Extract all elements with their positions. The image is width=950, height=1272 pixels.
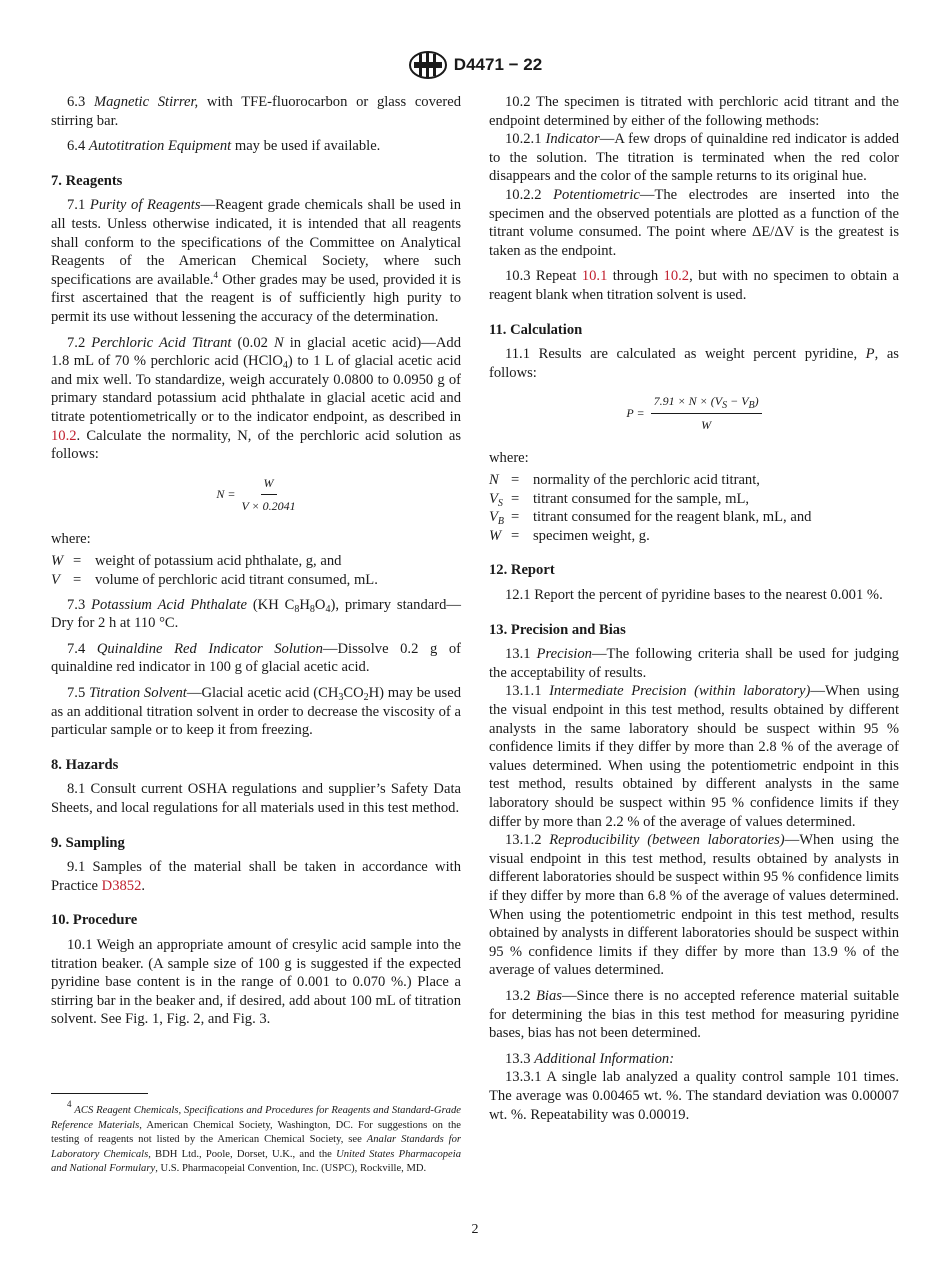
- section-heading-report: 12. Report: [489, 562, 555, 579]
- document-id: D4471 − 22: [453, 54, 543, 74]
- astm-logo-icon: [408, 50, 448, 80]
- paragraph-10-2: 10.2 The specimen is titrated with perchloric acid titrant and the endpoint determined by either of the following methods:: [489, 94, 899, 129]
- paragraph-10-3: 10.3 Repeat 10.1 through 10.2, but with no specimen to obtain a reagent blank when titration solvent is used.: [489, 268, 899, 303]
- paragraph-13-2: 13.2 Bias—Since there is no accepted reference material suitable for determining the bias in this test method for measuring pyridine bases, bias has not been determined.: [489, 987, 899, 1042]
- right-column: [489, 93, 899, 1124]
- paragraph-7-2: 7.2 Perchloric Acid Titrant (0.02 N in glacial acetic acid)—Add 1.8 mL of 70 % perchloric acid (HClO$_4$) to 1 L of glacial acetic acid and mix well. To standardize, weigh accurately 0.0800 to 0.0950 g of primary standard potassium acid phthalate in glacial acetic acid and titrate potentiometrically or to the indicator endpoint, as described in 10.2. Calculate the normality, N, of the perchloric acid solution as follows:: [51, 334, 461, 463]
- paragraph-12-1: 12.1 Report the percent of pyridine bases to the nearest 0.001 %.: [505, 587, 883, 604]
- definition-row: $V_S$ = titrant consumed for the sample, mL,: [489, 490, 750, 509]
- section-heading-sampling: 9. Sampling: [51, 834, 125, 851]
- paragraph-7-1: 7.1 Purity of Reagents—Reagent grade chemicals shall be used in all tests. Unless otherwise indicated, it is intended that all reagents shall conform to the specifications of the Committee on Analytical Reagents of the American Chemical Society, where such specifications are available.$^4$ Other grades may be used, provided it is first ascertained that the reagent is of sufficiently high purity to permit its use without lessening the accuracy of the determination.: [51, 197, 462, 325]
- paragraph-13-3-1: 13.3.1 A single lab analyzed a quality control sample 101 times. The average was 0.00465 wt. %. The standard deviation was 0.00007 wt. %. Repeatability was 0.00019.: [489, 1069, 899, 1123]
- paragraph-13-3: 13.3 Additional Information:: [505, 1050, 675, 1067]
- definition-row: N = normality of the perchloric acid titrant,: [489, 472, 760, 489]
- footnote-ref[interactable]: 4: [213, 269, 219, 280]
- definition-row: W = specimen weight, g.: [489, 527, 650, 544]
- definitions-list-1: [51, 552, 461, 589]
- paragraph-6-3: 6.3 Magnetic Stirrer, with TFE-fluorocarbon or glass covered stirring bar.: [51, 94, 461, 129]
- section-heading-hazards: 8. Hazards: [51, 756, 119, 773]
- definitions-list-2: [489, 471, 899, 545]
- paragraph-11-1: 11.1 Results are calculated as weight percent pyridine, P, as follows:: [489, 346, 899, 381]
- definition-row: W = weight of potassium acid phthalate, g, and: [51, 553, 342, 570]
- equation-normality: N = $\frac{W}{V \times 0.2041}$: [216, 475, 296, 514]
- where-label: where:: [51, 530, 91, 547]
- paragraph-9-1: 9.1 Samples of the material shall be taken in accordance with Practice D3852.: [51, 859, 461, 894]
- equation-pyridine: P = $\frac{7.91 \times N \times (V_S - V_B)}{W}$: [489, 392, 899, 434]
- section-heading-precision-bias: 13. Precision and Bias: [489, 621, 626, 638]
- paragraph-13-1: 13.1 Precision—The following criteria shall be used for judging the acceptability of results.: [489, 646, 899, 681]
- section-heading-reagents: 7. Reagents: [51, 172, 123, 189]
- definition-row: V = volume of perchloric acid titrant consumed, mL.: [51, 572, 378, 589]
- link-10-1[interactable]: 10.1: [581, 268, 608, 285]
- link-10-2[interactable]: 10.2: [663, 268, 690, 285]
- paragraph-10-1: 10.1 Weigh an appropriate amount of cresylic acid sample into the titration beaker. (A sample size of 100 g is suggested if the expected pyridine base content is in the range of 0.001 to 0.070 %.) Place a stirring bar in the beaker and, if desired, add about 100 mL of titration solvent. See Fig. 1, Fig. 2, and Fig. 3.: [51, 936, 461, 1028]
- paragraph-7-4: 7.4 Quinaldine Red Indicator Solution—Dissolve 0.2 g of quinaldine red indicator in 100 g of glacial acetic acid.: [51, 640, 461, 676]
- where-label: where:: [489, 449, 529, 466]
- left-column: [51, 93, 461, 1036]
- paragraph-8-1: 8.1 Consult current OSHA regulations and supplier’s Safety Data Sheets, and local regulations for all materials used in this test method.: [51, 781, 461, 816]
- paragraph-7-5: 7.5 Titration Solvent—Glacial acetic acid $(CH_3CO_2H)$ may be used as an additional titration solvent in order to decrease the viscosity of a particular sample or to keep it from freezing.: [51, 685, 461, 739]
- section-heading-procedure: 10. Procedure: [51, 912, 138, 929]
- paragraph-13-1-1: 13.1.1 Intermediate Precision (within laboratory)—When using the visual endpoint in this test method, results obtained by different analysts in the same laboratory should be suspect within 95 % confidence limits if they differ by more than 2.8 % of the average of values determined. When using the potentiometric endpoint in this test method, results obtained by different analysts in the same laboratory should be suspect within 95 % confidence limits if they differ by more than 2.2 % of the average of values determined.: [489, 683, 899, 830]
- footnote-4: $^4$ ACS Reagent Chemicals, Specifications and Procedures for Reagents and Standard-Grade Reference Materials, American Chemical Society, Washington, DC. For suggestions on the testing of reagents not listed by the American Chemical Society, see Analar Standards for Laboratory Chemicals, BDH Ltd., Poole, Dorset, U.K., and the United States Pharmacopeia and National Formulary, U.S. Pharmacopeial Convention, Inc. (USPC), Rockville, MD.: [51, 1099, 462, 1174]
- paragraph-10-2-2: 10.2.2 Potentiometric—The electrodes are inserted into the specimen and the observed potentials are plotted as a function of the titrant volume consumed. The point where ΔE/ΔV is the greatest is taken as the endpoint.: [489, 186, 899, 259]
- paragraph-6-4: 6.4 Autotitration Equipment may be used if available.: [67, 138, 381, 155]
- page-number: 2: [471, 1222, 479, 1237]
- section-heading-calculation: 11. Calculation: [489, 321, 583, 338]
- paragraph-10-2-1: 10.2.1 Indicator—A few drops of quinaldine red indicator is added to the solution. The titration is terminated when the red color disappears and the color of the sample returns to its original hue.: [489, 131, 899, 185]
- paragraph-7-3: 7.3 Potassium Acid Phthalate (KH $C_8H_8O_4$), primary standard—Dry for 2 h at 110 °C.: [51, 596, 461, 632]
- paragraph-13-1-2: 13.1.2 Reproducibility (between laboratories)—When using the visual endpoint in this test method, results obtained by analysts in different laboratories should be suspect within 95 % confidence limits if they differ by more than 6.8 % of the average of values determined. When using the potentiometric endpoint in this test method, results obtained by analysts in different laboratories should be suspect within 95 % confidence limits if they differ by more than 13.9 % of the average of values determined.: [489, 832, 899, 979]
- page-header: [0, 50, 950, 80]
- link-d3852[interactable]: D3852: [101, 877, 142, 894]
- definition-row: $V_B$ = titrant consumed for the reagent blank, mL, and: [489, 509, 812, 528]
- footnote-divider: [51, 1093, 148, 1094]
- link-10-2[interactable]: 10.2: [51, 427, 77, 444]
